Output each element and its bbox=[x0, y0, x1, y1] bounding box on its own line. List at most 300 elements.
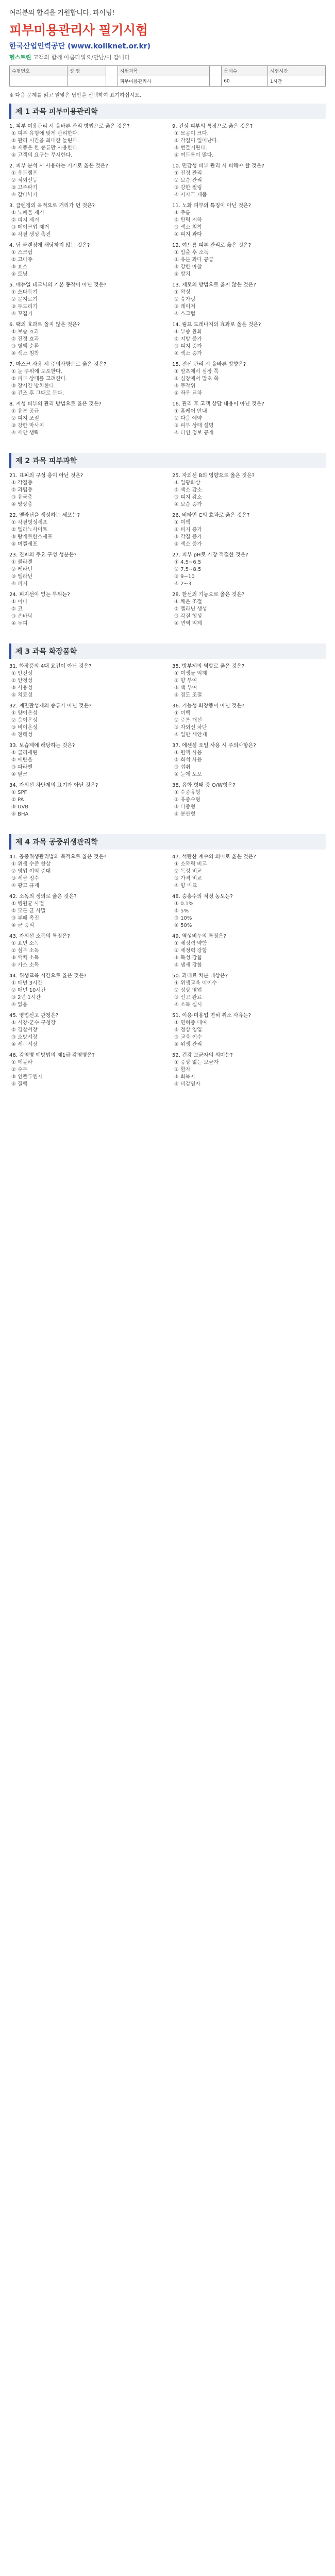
section-title: 제 3 과목 화장품학 bbox=[9, 643, 326, 659]
info-cell bbox=[106, 76, 118, 87]
answer-option[interactable]: ③ 부패 촉진 bbox=[11, 916, 39, 921]
answer-option[interactable]: ① 진정 관리 bbox=[174, 171, 202, 176]
answer-option[interactable]: ④ 비감염자 bbox=[174, 1081, 200, 1087]
answer-option[interactable]: ① 수중유형 bbox=[174, 790, 200, 795]
answer-option[interactable]: ③ 피부 상태 설명 bbox=[174, 423, 214, 429]
question-text: 36. 기능성 화장품이 아닌 것은? bbox=[172, 703, 245, 709]
question-item bbox=[9, 512, 163, 548]
answer-option[interactable]: ④ 세무서장 bbox=[11, 1042, 38, 1047]
answer-option[interactable]: ① 체온 조절 bbox=[174, 599, 202, 605]
exam-sections bbox=[9, 104, 326, 1099]
answer-option[interactable]: ④ 소독 실시 bbox=[174, 1002, 202, 1008]
answer-option[interactable]: ③ 비이온성 bbox=[11, 725, 38, 731]
question-text: 28. 한선의 기능으로 옳은 것은? bbox=[172, 592, 245, 598]
section-gap bbox=[9, 631, 326, 638]
question-text: 47. 석탄산 계수의 의미로 옳은 것은? bbox=[172, 854, 256, 860]
answer-option[interactable]: ② 관리 시간을 최대한 늘린다. bbox=[11, 138, 79, 144]
answer-option[interactable]: ① 매년 3시간 bbox=[11, 980, 43, 986]
question-text: 45. 영업신고 관청은? bbox=[9, 1013, 59, 1019]
answer-option[interactable]: ④ 가스 소독 bbox=[11, 962, 39, 968]
answer-option[interactable]: ② 색소 감소 bbox=[174, 487, 202, 493]
question-text: 38. 유화 형태 중 O/W형은? bbox=[172, 783, 236, 788]
answer-option[interactable]: ② 에탄올 bbox=[11, 757, 33, 763]
question-item bbox=[9, 742, 163, 778]
answer-option[interactable]: ③ 피지 감소 bbox=[174, 495, 202, 500]
question-text: 35. 방부제의 역할로 옳은 것은? bbox=[172, 664, 245, 669]
answer-option[interactable]: ① 4.5~6.5 bbox=[174, 560, 202, 565]
answer-option[interactable]: ④ 방치 bbox=[174, 272, 191, 277]
answer-option[interactable]: ④ 2~3 bbox=[174, 581, 192, 587]
answer-option[interactable]: ② 정상 영업 bbox=[174, 1027, 202, 1033]
answer-option[interactable]: ③ 멜라닌 bbox=[11, 574, 33, 580]
answer-option[interactable]: ① 병원균 사멸 bbox=[11, 901, 44, 907]
answer-option[interactable]: ④ 점도 조절 bbox=[174, 692, 202, 698]
section-gap bbox=[9, 1092, 326, 1099]
question-item bbox=[172, 512, 326, 548]
info-cell: 성 명 bbox=[67, 66, 106, 76]
question-text: 2. 피부 분석 시 사용하는 기기로 옳은 것은? bbox=[9, 163, 108, 169]
question-text: 7. 마스크 사용 시 주의사항으로 옳은 것은? bbox=[9, 362, 107, 367]
question-text: 12. 여드름 피부 관리로 옳은 것은? bbox=[172, 243, 252, 248]
answer-option[interactable]: ② 주름 개선 bbox=[174, 718, 202, 723]
section-title: 제 1 과목 피부미용관리학 bbox=[9, 104, 326, 119]
question-text: 26. 비타민 C의 효과로 옳은 것은? bbox=[172, 513, 250, 518]
info-cell: 수험번호 bbox=[10, 66, 68, 76]
answer-option[interactable]: ② 케라틴 bbox=[11, 567, 33, 572]
question-text: 21. 표피의 구성 층이 아닌 것은? bbox=[9, 473, 83, 479]
answer-option[interactable]: ③ 2년 1시간 bbox=[11, 995, 41, 1001]
question-item bbox=[9, 973, 163, 1009]
info-row-values bbox=[10, 76, 326, 87]
answer-option[interactable]: ① 0.1% bbox=[174, 901, 194, 907]
answer-option[interactable]: ① 쓰다듬기 bbox=[11, 290, 38, 295]
answer-option[interactable]: ④ 눈에 도포 bbox=[174, 772, 202, 777]
answer-option[interactable]: ③ 무작위 bbox=[174, 383, 196, 389]
answer-option[interactable]: ① 면허증 대여 bbox=[174, 1020, 207, 1026]
answer-option[interactable]: ④ 없음 bbox=[11, 1002, 28, 1008]
answer-option[interactable]: ② PA bbox=[11, 797, 24, 803]
answer-option[interactable]: ④ 두피 bbox=[11, 621, 28, 626]
answer-option[interactable]: ③ 세금 징수 bbox=[11, 876, 39, 882]
answer-option[interactable]: ② 안정성 bbox=[11, 678, 33, 684]
exam-notice: ※ 다음 문제를 읽고 알맞은 답안을 선택하여 표기하십시오. bbox=[9, 93, 141, 98]
answer-option[interactable]: ④ 색소 증가 bbox=[174, 541, 202, 547]
answer-option[interactable]: ③ 색소 침착 bbox=[174, 225, 202, 230]
answer-option[interactable]: ② 정상 영업 bbox=[174, 988, 202, 993]
answer-option[interactable]: ① 일광화상 bbox=[174, 480, 200, 486]
answer-option[interactable]: ② 음이온성 bbox=[11, 718, 38, 723]
answer-option[interactable]: ① 부종 완화 bbox=[174, 329, 202, 335]
question-column-right bbox=[172, 472, 326, 631]
section-gap bbox=[9, 822, 326, 829]
answer-option[interactable]: ① 각질층 bbox=[11, 480, 33, 486]
question-item bbox=[9, 242, 163, 278]
answer-option[interactable]: ① 위생교육 미이수 bbox=[174, 980, 217, 986]
answer-option[interactable]: ① 유분 공급 bbox=[11, 409, 39, 414]
question-item bbox=[172, 163, 326, 199]
answer-option[interactable]: ② 진정 효과 bbox=[11, 336, 39, 342]
exam-info-table bbox=[9, 65, 326, 87]
answer-option[interactable]: ② 매년 10시간 bbox=[11, 988, 46, 993]
answer-option[interactable]: ① 에볼라 bbox=[11, 1060, 33, 1065]
answer-option[interactable]: ① 피부 유형에 맞게 관리한다. bbox=[11, 131, 79, 137]
question-item bbox=[9, 472, 163, 509]
question-item bbox=[9, 933, 163, 969]
answer-option[interactable]: ③ 피지 증가 bbox=[174, 344, 202, 349]
question-item bbox=[9, 282, 163, 318]
answer-option[interactable]: ④ BHA bbox=[11, 811, 29, 817]
answer-option[interactable]: ② 심장에서 말초 쪽 bbox=[174, 376, 219, 382]
answer-option[interactable]: ③ 9~10 bbox=[174, 574, 195, 580]
answer-option[interactable]: ② 피지 증가 bbox=[174, 527, 202, 533]
question-item bbox=[9, 782, 163, 818]
question-text: 1. 피부 미용관리 시 올바른 관리 방법으로 옳은 것은? bbox=[9, 124, 130, 129]
answer-option[interactable]: ① 보습 효과 bbox=[11, 329, 39, 335]
greeting-text: 여러분의 합격을 기원합니다. 파이팅! bbox=[9, 9, 115, 17]
question-column-right bbox=[172, 854, 326, 1092]
question-item bbox=[9, 1052, 163, 1088]
answer-option[interactable]: ④ 균 증식 bbox=[11, 923, 35, 928]
answer-option[interactable]: ① 이마 bbox=[11, 599, 28, 605]
info-row-labels bbox=[10, 66, 326, 76]
question-item bbox=[172, 361, 326, 397]
organization-name: 한국산업인력공단 (www.koliknet.or.kr) bbox=[9, 42, 151, 50]
question-item bbox=[172, 782, 326, 818]
section-gap bbox=[9, 440, 326, 448]
question-item bbox=[172, 242, 326, 278]
question-item bbox=[172, 933, 326, 969]
question-text: 13. 제모의 방법으로 옳지 않은 것은? bbox=[172, 282, 256, 288]
answer-option[interactable]: ④ 색소 증가 bbox=[174, 351, 202, 357]
info-cell bbox=[10, 76, 68, 87]
answer-option[interactable]: ④ 꼬집기 bbox=[11, 311, 33, 317]
question-text: 3. 클렌징의 목적으로 거리가 먼 것은? bbox=[9, 203, 95, 209]
answer-option[interactable]: ① 우드램프 bbox=[11, 171, 38, 176]
answer-option[interactable]: ① 말초에서 심장 쪽 bbox=[174, 369, 219, 375]
question-text: 8. 지성 피부의 관리 방법으로 옳은 것은? bbox=[9, 401, 102, 407]
answer-option[interactable]: ③ 자외선 차단 bbox=[174, 725, 207, 731]
question-text: 22. 멜라닌을 생성하는 세포는? bbox=[9, 513, 80, 518]
question-item bbox=[9, 321, 163, 358]
question-item bbox=[9, 1012, 163, 1048]
answer-option[interactable]: ② 세정력 강함 bbox=[174, 948, 207, 954]
answer-option[interactable]: ③ 랑게르한스세포 bbox=[11, 534, 53, 540]
answer-option[interactable]: ① 왁싱 bbox=[174, 290, 191, 295]
answer-option[interactable]: ① 압출 후 소독 bbox=[174, 250, 209, 256]
question-grid bbox=[9, 854, 326, 1092]
question-item bbox=[9, 854, 163, 890]
answer-option[interactable]: ③ 각질 증가 bbox=[174, 534, 202, 540]
answer-option[interactable]: ① 안전성 bbox=[11, 671, 33, 676]
answer-option[interactable]: ③ 회복자 bbox=[174, 1074, 196, 1080]
question-item bbox=[172, 123, 326, 159]
question-text: 6. 팩의 효과로 옳지 않은 것은? bbox=[9, 322, 80, 328]
answer-option[interactable]: ① 증상 없는 보균자 bbox=[174, 1060, 219, 1065]
question-grid bbox=[9, 663, 326, 822]
question-text: 24. 피지선이 없는 부위는? bbox=[9, 592, 70, 598]
answer-option[interactable]: ② 영업 이익 증대 bbox=[11, 869, 51, 874]
question-text: 32. 계면활성제의 종류가 아닌 것은? bbox=[9, 703, 92, 709]
answer-option[interactable]: ④ 여드름이 많다. bbox=[174, 152, 214, 158]
answer-option[interactable]: ② 보습 관리 bbox=[174, 178, 202, 183]
answer-option[interactable]: ③ 각질 형성 bbox=[174, 614, 202, 619]
question-text: 42. 소독의 정의로 옳은 것은? bbox=[9, 894, 77, 900]
question-item bbox=[172, 1052, 326, 1088]
answer-option[interactable]: ③ 두드리기 bbox=[11, 304, 38, 310]
answer-option[interactable]: ④ 향 비교 bbox=[174, 883, 197, 889]
answer-option[interactable]: ② 향 부여 bbox=[174, 678, 197, 684]
answer-option[interactable]: ③ 번들거린다. bbox=[174, 145, 207, 151]
exam-title: 피부미용관리사 필기시험 bbox=[9, 23, 148, 38]
answer-option[interactable]: ② 다음 예약 bbox=[174, 416, 202, 421]
answer-option[interactable]: ④ 세안 생략 bbox=[11, 430, 39, 436]
answer-option[interactable]: ① 노폐물 제거 bbox=[11, 210, 44, 216]
question-item bbox=[172, 321, 326, 358]
answer-option[interactable]: ④ 머켈세포 bbox=[11, 541, 38, 547]
question-column-left bbox=[9, 854, 163, 1092]
answer-option[interactable]: ④ 좌우 교차 bbox=[174, 391, 202, 396]
info-cell: 60 bbox=[222, 76, 268, 87]
info-cell: 피부미용관리사 bbox=[118, 76, 210, 87]
info-cell: 시험시간 bbox=[268, 66, 326, 76]
answer-option[interactable]: ④ 스크럽 bbox=[174, 311, 196, 317]
answer-option[interactable]: ① 미백 bbox=[174, 710, 191, 716]
section-title: 제 2 과목 피부과학 bbox=[9, 453, 326, 468]
answer-option[interactable]: ④ 보습 증가 bbox=[174, 502, 202, 507]
answer-option[interactable]: ④ 분산형 bbox=[174, 811, 196, 817]
answer-option[interactable]: ③ 독성 강함 bbox=[174, 955, 202, 961]
question-text: 11. 노화 피부의 특징이 아닌 것은? bbox=[172, 203, 252, 209]
answer-option[interactable]: ③ 메이크업 제거 bbox=[11, 225, 49, 230]
question-text: 31. 화장품의 4대 요건이 아닌 것은? bbox=[9, 664, 92, 669]
info-cell bbox=[210, 66, 222, 76]
answer-option[interactable]: ④ 색소 침착 bbox=[11, 351, 39, 357]
answer-option[interactable]: ② 고마쥬 bbox=[11, 257, 33, 263]
tagline-text: 고객의 함께 아름다워요/만남/이 갑니다 bbox=[33, 54, 130, 61]
answer-option[interactable]: ② 심부 소독 bbox=[11, 948, 39, 954]
question-item bbox=[9, 893, 163, 929]
answer-option[interactable]: ② 독성 비교 bbox=[174, 869, 202, 874]
answer-option[interactable]: ③ 혈액 순환 bbox=[11, 344, 39, 349]
question-text: 46. 감염병 예방법의 제1급 감염병은? bbox=[9, 1053, 95, 1058]
question-item bbox=[172, 401, 326, 437]
question-item bbox=[172, 893, 326, 929]
answer-option[interactable]: ③ 가격 비교 bbox=[174, 876, 202, 882]
answer-option[interactable]: ③ 효소 bbox=[11, 264, 28, 270]
answer-option[interactable]: ② 7.5~8.5 bbox=[174, 567, 202, 572]
answer-option[interactable]: ③ 장시간 방치한다. bbox=[11, 383, 56, 389]
answer-option[interactable]: ④ 타인 정보 공개 bbox=[174, 430, 214, 436]
answer-option[interactable]: ② 피지 조절 bbox=[11, 416, 39, 421]
question-column-left bbox=[9, 663, 163, 822]
question-text: 27. 피부 pH로 가장 적절한 것은? bbox=[172, 552, 248, 558]
answer-option[interactable]: ② 유분 과다 공급 bbox=[174, 257, 214, 263]
answer-option[interactable]: ② 지방 증가 bbox=[174, 336, 202, 342]
answer-option[interactable]: ③ 액체 소독 bbox=[11, 955, 39, 961]
answer-option[interactable]: ④ 고객의 요구는 무시한다. bbox=[11, 152, 73, 158]
answer-option[interactable]: ② 슈가링 bbox=[174, 297, 196, 302]
question-item bbox=[172, 663, 326, 699]
answer-option[interactable]: ④ 전해성 bbox=[11, 732, 33, 738]
question-item bbox=[9, 663, 163, 699]
answer-option[interactable]: ② 모든 균 사멸 bbox=[11, 908, 46, 914]
answer-option[interactable]: ③ 강한 마찰 bbox=[174, 264, 202, 270]
answer-option[interactable]: ④ 위생 관리 bbox=[174, 1042, 202, 1047]
tagline-brand: 헬스트린 bbox=[9, 54, 31, 61]
question-item bbox=[172, 703, 326, 739]
answer-option[interactable]: ③ 파라벤 bbox=[11, 765, 33, 770]
section-title: 제 4 과목 공중위생관리학 bbox=[9, 834, 326, 850]
question-text: 48. 승홍수의 적정 농도는? bbox=[172, 894, 233, 900]
answer-option[interactable]: ② 멜라닌 생성 bbox=[174, 606, 207, 612]
question-grid bbox=[9, 472, 326, 631]
info-cell: 문제수 bbox=[222, 66, 268, 76]
answer-option[interactable]: ④ 피지 bbox=[11, 581, 28, 587]
answer-option[interactable]: ③ 색 부여 bbox=[174, 685, 197, 691]
answer-option[interactable]: ① 미백 bbox=[174, 520, 191, 526]
answer-option[interactable]: ④ 광고 규제 bbox=[11, 883, 39, 889]
info-cell bbox=[106, 66, 118, 76]
answer-option[interactable]: ④ 면역 억제 bbox=[174, 621, 202, 626]
question-text: 44. 위생교육 시간으로 옳은 것은? bbox=[9, 973, 87, 979]
answer-option[interactable]: ④ 냄새 강함 bbox=[174, 962, 202, 968]
answer-option[interactable]: ② 경찰서장 bbox=[11, 1027, 38, 1033]
answer-option[interactable]: ① 각질형성세포 bbox=[11, 520, 48, 526]
answer-option[interactable]: ② 환자 bbox=[174, 1067, 191, 1073]
answer-option[interactable]: ② 수두 bbox=[11, 1067, 28, 1073]
question-text: 52. 건강 보균자의 의미는? bbox=[172, 1053, 233, 1058]
answer-option[interactable]: ③ 소방서장 bbox=[11, 1035, 38, 1040]
answer-option[interactable]: ① 위생 수준 향상 bbox=[11, 861, 51, 867]
answer-option[interactable]: ② 희석 사용 bbox=[174, 757, 202, 763]
answer-option[interactable]: ③ 교육 이수 bbox=[174, 1035, 202, 1040]
answer-option[interactable]: ② 탄력 저하 bbox=[174, 217, 202, 223]
info-cell bbox=[67, 76, 106, 87]
answer-option[interactable]: ④ 결핵 bbox=[11, 1081, 28, 1087]
answer-option[interactable]: ① 주름 bbox=[174, 210, 191, 216]
answer-option[interactable]: ③ 10% bbox=[174, 916, 192, 921]
answer-option[interactable]: ② 5% bbox=[174, 908, 189, 914]
answer-option[interactable]: ① 표면 소독 bbox=[11, 941, 39, 946]
info-cell: 시험과목 bbox=[118, 66, 210, 76]
question-item bbox=[172, 552, 326, 588]
answer-option[interactable]: ① 미생물 억제 bbox=[174, 671, 207, 676]
answer-option[interactable]: ④ 50% bbox=[174, 923, 192, 928]
info-cell: 1시간 bbox=[268, 76, 326, 87]
question-text: 9. 건성 피부의 특징으로 옳은 것은? bbox=[172, 124, 253, 129]
question-item bbox=[9, 591, 163, 628]
answer-option[interactable]: ③ 섭취 bbox=[174, 765, 191, 770]
answer-option[interactable]: ④ 일반 세안제 bbox=[174, 732, 207, 738]
answer-option[interactable]: ③ 강한 마사지 bbox=[11, 423, 44, 429]
question-column-left bbox=[9, 472, 163, 631]
answer-option[interactable]: ③ 사용성 bbox=[11, 685, 33, 691]
answer-option[interactable]: ③ 강한 필링 bbox=[174, 185, 202, 191]
answer-option[interactable]: ③ 고주파기 bbox=[11, 185, 38, 191]
answer-option[interactable]: ① 눈 주위에 도포한다. bbox=[11, 369, 62, 375]
question-text: 15. 전신 관리 시 올바른 방향은? bbox=[172, 362, 246, 367]
question-grid bbox=[9, 123, 326, 440]
answer-option[interactable]: ② 코 bbox=[11, 606, 23, 612]
answer-option[interactable]: ② 과립층 bbox=[11, 487, 33, 493]
question-item bbox=[172, 854, 326, 890]
answer-option[interactable]: ④ 건조 후 그대로 둔다. bbox=[11, 391, 64, 396]
answer-option[interactable]: ④ 망상층 bbox=[11, 502, 33, 507]
answer-option[interactable]: ② 피부 상태를 고려한다. bbox=[11, 376, 68, 382]
question-column-left bbox=[9, 123, 163, 440]
question-item bbox=[172, 472, 326, 509]
question-item bbox=[172, 202, 326, 239]
question-column-right bbox=[172, 663, 326, 822]
info-cell bbox=[210, 76, 222, 87]
answer-option[interactable]: ① 시장·군수·구청장 bbox=[11, 1020, 56, 1026]
question-item bbox=[9, 123, 163, 159]
question-item bbox=[9, 202, 163, 239]
answer-option[interactable]: ④ 토닝 bbox=[11, 272, 28, 277]
answer-option[interactable]: ③ 유극층 bbox=[11, 495, 33, 500]
answer-option[interactable]: ② 각질이 일어난다. bbox=[174, 138, 219, 144]
answer-option[interactable]: ④ 저자극 제품 bbox=[174, 192, 207, 198]
question-text: 23. 진피의 주요 구성 성분은? bbox=[9, 552, 77, 558]
question-column-right bbox=[172, 123, 326, 440]
question-text: 43. 자외선 소독의 특징은? bbox=[9, 934, 70, 939]
answer-option[interactable]: ② 적외선등 bbox=[11, 178, 38, 183]
answer-option[interactable]: ① 홈케어 안내 bbox=[174, 409, 207, 414]
answer-option[interactable]: ④ 각질 생성 촉진 bbox=[11, 232, 51, 238]
question-text: 16. 관리 후 고객 상담 내용이 아닌 것은? bbox=[172, 401, 264, 407]
question-text: 4. 딥 클렌징에 해당하지 않는 것은? bbox=[9, 243, 90, 248]
tagline bbox=[9, 53, 326, 61]
answer-option[interactable]: ① 글리세린 bbox=[11, 750, 38, 756]
answer-option[interactable]: ① 세정력 약함 bbox=[174, 941, 207, 946]
answer-option[interactable]: ④ 치료성 bbox=[11, 692, 33, 698]
answer-option[interactable]: ② 피지 제거 bbox=[11, 217, 39, 223]
question-item bbox=[172, 1012, 326, 1048]
question-text: 41. 공중위생관리법의 목적으로 옳은 것은? bbox=[9, 854, 107, 860]
answer-option[interactable]: ③ 다중형 bbox=[174, 804, 196, 810]
question-item bbox=[172, 282, 326, 318]
answer-option[interactable]: ④ 피지 과다 bbox=[174, 232, 202, 238]
question-text: 10. 민감성 피부 관리 시 피해야 할 것은? bbox=[172, 163, 264, 169]
answer-option[interactable]: ④ 갈바닉기 bbox=[11, 192, 38, 198]
answer-option[interactable]: ③ 손바닥 bbox=[11, 614, 33, 619]
answer-option[interactable]: ② 문지르기 bbox=[11, 297, 38, 302]
question-text: 34. 자외선 차단제의 표기가 아닌 것은? bbox=[9, 783, 98, 788]
answer-option[interactable]: ③ UVB bbox=[11, 804, 29, 810]
answer-option[interactable]: ② 멜라노사이트 bbox=[11, 527, 48, 533]
answer-option[interactable]: ① 스크럽 bbox=[11, 250, 33, 256]
question-item bbox=[172, 742, 326, 778]
answer-option[interactable]: ① 원액 사용 bbox=[174, 750, 202, 756]
question-text: 51. 이용·미용업 면허 취소 사유는? bbox=[172, 1013, 252, 1019]
question-item bbox=[9, 361, 163, 397]
question-text: 5. 매뉴얼 테크닉의 기본 동작이 아닌 것은? bbox=[9, 282, 107, 288]
answer-option[interactable]: ② 유중수형 bbox=[174, 797, 200, 803]
answer-option[interactable]: ③ 제품은 한 종류만 사용한다. bbox=[11, 145, 79, 151]
answer-option[interactable]: ③ 인플루엔자 bbox=[11, 1074, 43, 1080]
answer-option[interactable]: ① SPF bbox=[11, 790, 27, 795]
answer-option[interactable]: ④ 탈크 bbox=[11, 772, 28, 777]
question-item bbox=[9, 703, 163, 739]
question-text: 49. 역성비누의 특징은? bbox=[172, 934, 226, 939]
answer-option[interactable]: ① 양이온성 bbox=[11, 710, 38, 716]
answer-option[interactable]: ③ 레이저 bbox=[174, 304, 196, 310]
answer-option[interactable]: ① 소독력 비교 bbox=[174, 861, 207, 867]
answer-option[interactable]: ③ 신고 완료 bbox=[174, 995, 202, 1001]
question-item bbox=[9, 552, 163, 588]
answer-option[interactable]: ① 모공이 크다. bbox=[174, 131, 209, 137]
answer-option[interactable]: ① 콜라겐 bbox=[11, 560, 33, 565]
